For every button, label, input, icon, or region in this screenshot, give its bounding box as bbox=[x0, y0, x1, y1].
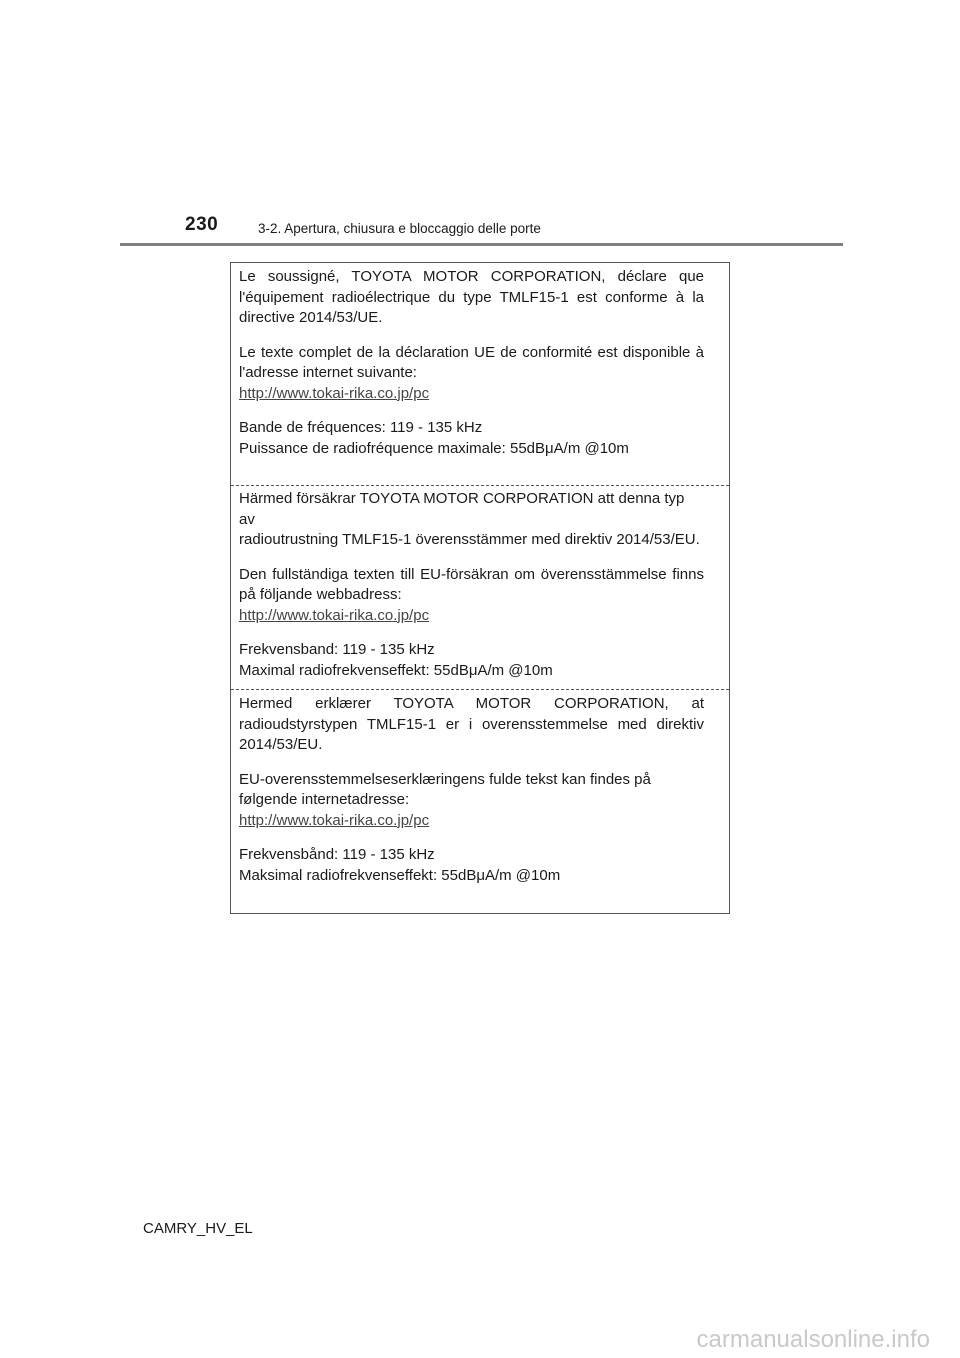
declaration-box bbox=[230, 262, 730, 914]
availability-line: EU-overensstemmelseserklæringens fulde tekst kan findes på bbox=[239, 770, 651, 788]
max-power: Maximal radiofrekvenseffekt: 55dBμA/m @10m bbox=[239, 661, 553, 679]
availability-line: Le texte complet de la déclaration UE de conformité est disponible à bbox=[239, 343, 704, 361]
header-rule bbox=[120, 243, 843, 246]
tokai-rika-link[interactable]: http://www.tokai-rika.co.jp/pc bbox=[239, 384, 430, 402]
declaration-line: 2014/53/EU. bbox=[239, 736, 323, 753]
section-title: 3-2. Apertura, chiusura e bloccaggio delle porte bbox=[258, 221, 541, 236]
availability-line: l'adresse internet suivante: bbox=[239, 364, 417, 381]
watermark: carmanualsonline.info bbox=[696, 1326, 930, 1353]
section-divider bbox=[231, 689, 729, 690]
declaration-section-fr bbox=[231, 267, 729, 459]
availability-line: følgende internetadresse: bbox=[239, 791, 410, 808]
tokai-rika-link[interactable]: http://www.tokai-rika.co.jp/pc bbox=[239, 606, 430, 624]
availability-line: på följande webbadress: bbox=[239, 586, 402, 603]
availability-line: Den fullständiga texten till EU-försäkran om överensstämmelse finns bbox=[239, 565, 704, 583]
declaration-line: directive 2014/53/UE. bbox=[239, 309, 383, 326]
declaration-line: Le soussigné, TOYOTA MOTOR CORPORATION, déclare que bbox=[239, 268, 704, 285]
max-power: Puissance de radiofréquence maximale: 55dBμA/m @10m bbox=[239, 439, 629, 457]
declaration-line: Hermed erklærer TOYOTA MOTOR CORPORATION, at bbox=[239, 695, 704, 712]
max-power: Maksimal radiofrekvenseffekt: 55dBμA/m @10m bbox=[239, 866, 561, 884]
declaration-line: Härmed försäkrar TOYOTA MOTOR CORPORATION att denna typ av bbox=[239, 490, 685, 528]
declaration-line: radioutrustning TMLF15-1 överensstämmer med direktiv 2014/53/EU. bbox=[239, 531, 700, 548]
declaration-line: l'équipement radioélectrique du type TMLF15-1 est conforme à la bbox=[239, 288, 704, 306]
model-code: CAMRY_HV_EL bbox=[143, 1220, 253, 1237]
declaration-line: radioudstyrstypen TMLF15-1 er i overensstemmelse med direktiv bbox=[239, 715, 704, 733]
declaration-section-da bbox=[231, 694, 729, 886]
section-divider bbox=[231, 485, 729, 486]
declaration-section-sv bbox=[231, 489, 729, 681]
tokai-rika-link[interactable]: http://www.tokai-rika.co.jp/pc bbox=[239, 811, 430, 829]
frequency-band: Bande de fréquences: 119 - 135 kHz bbox=[239, 419, 483, 436]
frequency-band: Frekvensbånd: 119 - 135 kHz bbox=[239, 846, 435, 863]
page-number: 230 bbox=[185, 214, 219, 235]
frequency-band: Frekvensband: 119 - 135 kHz bbox=[239, 641, 435, 658]
